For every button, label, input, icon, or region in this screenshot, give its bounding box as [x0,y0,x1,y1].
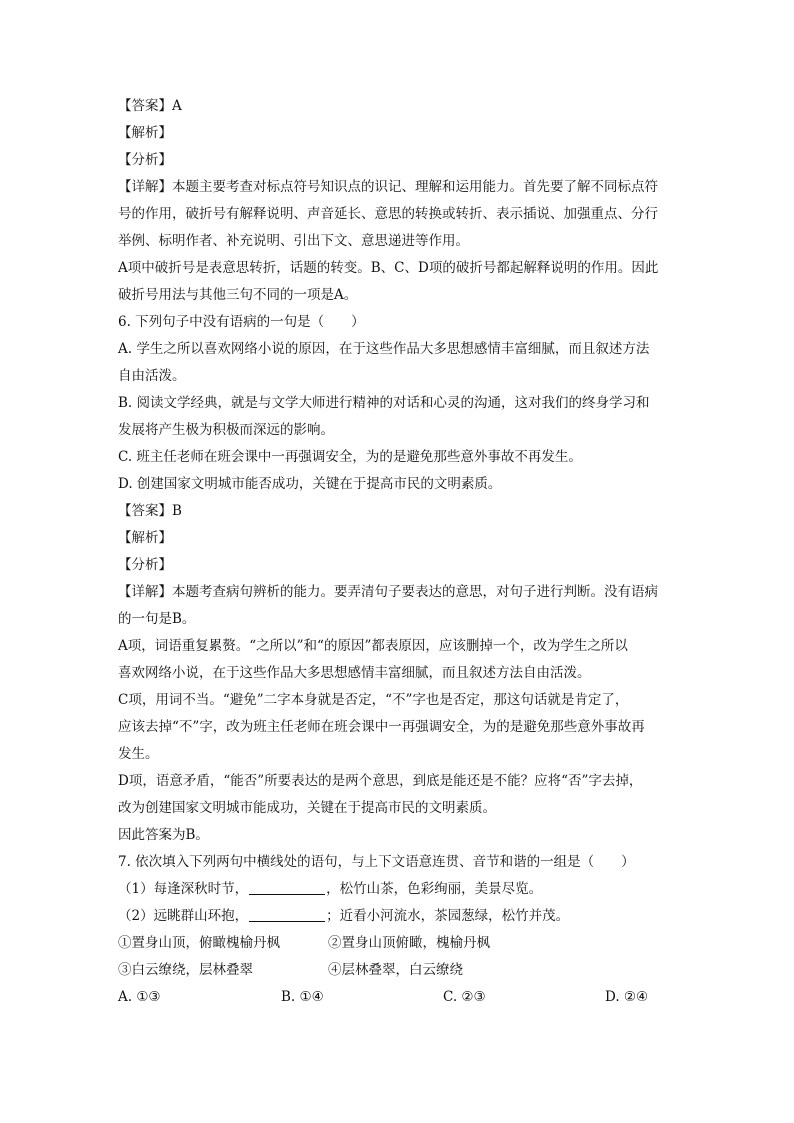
q7-stem: 7. 依次填入下列两句中横线处的语句，与上下文语意连贯、音节和谐的一组是（ ） [118,854,635,870]
q6-option-line: B. 阅读文学经典，就是与文学大师进行精神的对话和心灵的沟通，这对我们的终身学习和 [118,395,650,411]
q6-option-line: 发展将产生极为积极而深远的影响。 [118,422,334,438]
q6-detail-line: 因此答案为B。 [118,827,209,843]
q5-detail-line: 号的作用，破折号有解释说明、声音延长、意思的转换或转折、表示插说、加强重点、分行 [118,206,658,222]
q7-choice-4: ④层林叠翠，白云缭绕 [328,962,463,978]
q6-detail-line: 的一句是B。 [118,611,196,627]
q6-option-line: 自由活泼。 [118,368,186,384]
q6-detail-line: C项，用词不当。“避免”二字本身就是否定，“不”字也是否定，那这句话就是肯定了， [118,692,629,708]
q6-detail-line: 改为创建国家文明城市能成功，关键在于提高市民的文明素质。 [118,800,496,816]
q7-choice-3: ③白云缭绕，层林叠翠 [118,962,253,978]
document-page [118,93,680,1011]
fill-blank [249,907,325,922]
q7-option-a: A. ①③ [118,989,161,1005]
q6-option-line: D. 创建国家文明城市能否成功，关键在于提高市民的文明素质。 [118,476,502,492]
q7-sentence-1-post: ，松竹山茶，色彩绚丽，美景尽览。 [326,881,543,897]
q6-detail-line: 喜欢网络小说，在于这些作品大多思想感情丰富细腻，而且叙述方法自由活泼。 [118,665,591,681]
q7-option-b: B. ①④ [281,989,324,1005]
q6-jiexi-heading: 【解析】 [118,530,172,546]
q7-sentence-2-pre: （2）远眺群山环抱， [118,908,249,924]
q7-choice-2: ②置身山顶俯瞰，槐榆丹枫 [328,935,490,951]
q7-option-d: D. ②④ [605,989,649,1005]
q6-detail-line: A项，词语重复累赘。“之所以”和“的原因”都表原因，应该删掉一个，改为学生之所以 [118,638,628,654]
q6-option-line: C. 班主任老师在班会课中一再强调安全，为的是避免那些意外事故不再发生。 [118,449,582,465]
q5-fenxi-heading: 【分析】 [118,152,172,168]
q6-answer: 【答案】B [118,503,182,519]
q6-detail-line: 发生。 [118,746,159,762]
q6-fenxi-heading: 【分析】 [118,557,172,573]
q6-detail-line: 【详解】本题考查病句辨析的能力。要弄清句子要表达的意思，对句子进行判断。没有语病 [118,584,658,600]
q7-sentence-1 [118,876,680,903]
q7-option-c: C. ②③ [443,989,486,1005]
q6-detail-line: D项，语意矛盾，“能否”所要表达的是两个意思，到底是能还是不能？应将“否”字去掉， [118,773,643,789]
q5-detail-line: 举例、标明作者、补充说明、引出下文、意思递进等作用。 [118,233,469,249]
q7-choice-row-2 [118,957,680,984]
q7-sentence-2-post: ；近看小河流水，茶园葱绿，松竹并茂。 [326,908,570,924]
q7-sentence-1-pre: （1）每逢深秋时节， [118,881,249,897]
q6-option-line: A. 学生之所以喜欢网络小说的原因，在于这些作品大多思想感情丰富细腻，而且叙述方法 [118,341,650,357]
q5-detail-line: 【详解】本题主要考查对标点符号知识点的识记、理解和运用能力。首先要了解不同标点符 [118,179,658,195]
q7-choice-row-1 [118,930,680,957]
q6-detail-line: 应该去掉“不”字，改为班主任老师在班会课中一再强调安全，为的是避免那些意外事故再 [118,719,645,735]
fill-blank [249,880,325,895]
q5-detail-line: 破折号用法与其他三句不同的一项是A。 [118,287,358,303]
q5-answer: 【答案】A [118,98,182,114]
q5-jiexi-heading: 【解析】 [118,125,172,141]
q7-choice-1: ①置身山顶，俯瞰槐榆丹枫 [118,935,280,951]
q7-options-row [118,984,680,1011]
q6-stem: 6. 下列句子中没有语病的一句是（ ） [118,314,365,330]
q7-sentence-2 [118,903,680,930]
q5-detail-line: A项中破折号是表意思转折，话题的转变。B、C、D项的破折号都起解释说明的作用。因此 [118,260,659,276]
